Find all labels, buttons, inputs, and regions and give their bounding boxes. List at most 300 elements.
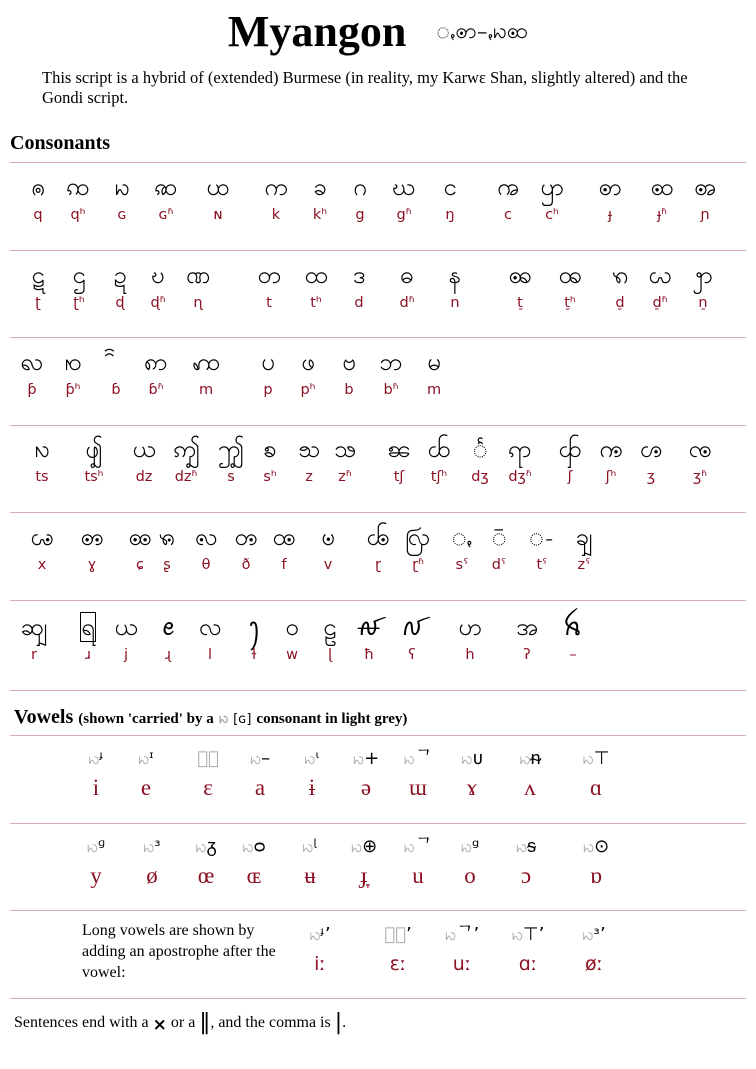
consonant-ipa: ʒ: [646, 469, 656, 485]
vowel-glyph: [76, 746, 116, 772]
consonant-glyph: ꩫ: [611, 261, 629, 289]
consonant-cell: [146, 170, 186, 226]
consonant-cell: [550, 432, 590, 488]
consonant-glyph: ꩻ: [451, 523, 473, 551]
vowels-subtitle-post: consonant in light grey): [256, 711, 408, 727]
consonant-glyph: ꩲ: [191, 348, 221, 376]
consonant-ipa: d̠: [615, 295, 625, 311]
carrier-glyph: ꩢ: [88, 748, 100, 769]
consonant-glyph: ဠ: [323, 613, 337, 641]
consonant-cell: [59, 258, 99, 314]
consonant-ipa: dʱ: [399, 295, 415, 311]
consonant-glyph: ခ: [313, 173, 327, 201]
consonant-ipa: j: [123, 647, 129, 663]
consonant-ipa: ɢ: [117, 207, 127, 223]
vowel-ipa: œ: [197, 863, 215, 888]
consonant-glyph: ꩦ: [598, 173, 622, 201]
vowel-glyph: [292, 746, 332, 772]
vowel-glyph: [186, 834, 226, 860]
consonant-cell: [590, 170, 630, 226]
vowel-ipa: ɛ: [203, 775, 213, 800]
vowel-mark: ᶩ: [313, 836, 318, 857]
consonant-glyph: ယ: [132, 435, 156, 463]
vowel-cell: [188, 746, 228, 804]
consonant-cell: [53, 345, 93, 401]
consonant-glyph: ꧢ: [334, 435, 356, 463]
consonant-glyph: ꩿ: [20, 613, 48, 641]
consonant-ipa: c: [504, 207, 512, 223]
consonant-glyph: ꩶ: [217, 435, 245, 463]
consonant-glyph: ꩱ: [144, 348, 168, 376]
consonant-cell: [264, 520, 304, 576]
consonant-ipa: ħ: [363, 647, 375, 663]
divider: [10, 250, 746, 251]
consonant-cell: [460, 432, 500, 488]
long-vowel-cell: [574, 922, 614, 980]
consonant-cell: [430, 170, 470, 226]
vowel-mark: ᶥ: [315, 748, 320, 769]
vowel-ipa: ɑ: [589, 775, 603, 800]
consonant-cell: [600, 258, 640, 314]
consonant-glyph: ဒ: [352, 261, 366, 289]
divider: [10, 690, 746, 691]
consonant-ipa: ts: [35, 469, 49, 485]
long-vowel-glyph: [378, 922, 418, 948]
divider: [10, 425, 746, 426]
long-vowel-note: Long vowels are shown by adding an apostrophe after the vowel:: [82, 922, 276, 981]
consonant-ipa: ɓʱ: [148, 382, 164, 398]
consonant-ipa: ƥ: [27, 382, 37, 398]
consonant-cell: [550, 258, 590, 314]
vowel-mark: ᶟ: [154, 836, 161, 857]
consonant-glyph: ꫝ: [563, 613, 583, 641]
vowel-mark: ⊙: [594, 836, 610, 857]
consonant-cell: [310, 610, 350, 666]
consonant-glyph: ꩺ: [405, 523, 431, 551]
consonant-ipa: p: [263, 382, 273, 398]
vowel-ipa: ɶ: [246, 863, 262, 888]
consonant-ipa: ɫ: [251, 647, 257, 663]
consonant-cell: [226, 520, 266, 576]
vowel-ipa: ɔ: [520, 863, 532, 888]
consonant-cell: [198, 170, 238, 226]
consonant-cell: [349, 610, 389, 666]
consonant-ipa: q: [33, 207, 43, 223]
consonant-ipa: θ: [201, 557, 211, 573]
consonant-ipa: ʃʰ: [605, 469, 617, 485]
vowel-cell: [76, 746, 116, 804]
vowel-glyph: [576, 746, 616, 772]
vowels-subtitle-pre: (shown 'carried' by a: [78, 711, 214, 727]
consonant-glyph: ꧨ: [558, 435, 582, 463]
consonant-ipa: t̠ʰ: [564, 295, 576, 311]
consonant-glyph: ꧠ: [263, 435, 277, 463]
consonant-glyph: ꩬ: [648, 261, 672, 289]
consonant-cell: [500, 432, 540, 488]
divider: [10, 512, 746, 513]
consonant-cell: [18, 258, 58, 314]
consonant-ipa: cʰ: [545, 207, 559, 223]
carrier-glyph: ꩢ: [582, 924, 594, 945]
consonant-glyph: ꫜ: [400, 613, 424, 641]
consonant-ipa: ɻ: [165, 647, 171, 663]
consonant-glyph: ꩯ: [64, 348, 82, 376]
consonant-cell: [256, 170, 296, 226]
consonant-cell: [507, 610, 547, 666]
consonant-glyph: လ: [198, 613, 222, 641]
long-vowel-glyph: [442, 922, 482, 948]
consonant-cell: [102, 170, 142, 226]
consonant-ipa: tsʰ: [84, 469, 104, 485]
consonant-ipa: sʰ: [263, 469, 277, 485]
consonant-cell: [289, 432, 329, 488]
consonant-cell: [392, 610, 432, 666]
consonant-row-1: [0, 170, 756, 250]
consonant-glyph: ꩤ: [206, 173, 230, 201]
consonant-cell: [249, 258, 289, 314]
consonant-ipa: n: [450, 295, 460, 311]
vowel-glyph: [450, 834, 490, 860]
long-vowel-ipa: ɑː: [518, 953, 538, 975]
consonant-ipa: ɹ: [84, 647, 91, 663]
vowel-mark: ᄀ’: [456, 924, 480, 945]
carrier-glyph: ꩢ: [582, 748, 594, 769]
vowel-cell: [126, 746, 166, 804]
consonant-ipa: dˤ: [491, 557, 507, 573]
vowel-mark: ᄀ: [414, 836, 433, 857]
consonant-ipa: m: [426, 382, 442, 398]
consonant-cell: [532, 170, 572, 226]
consonant-glyph: ꧼ: [272, 523, 296, 551]
consonant-cell: [442, 520, 482, 576]
consonant-ipa: g: [355, 207, 365, 223]
vowel-glyph: [452, 746, 492, 772]
comma-bar-mark: |: [334, 1010, 343, 1035]
consonant-ipa: m: [198, 382, 214, 398]
long-vowel-glyph: [574, 922, 614, 948]
consonant-cell: [248, 345, 288, 401]
consonant-glyph: ထ: [304, 261, 328, 289]
consonant-cell: [186, 345, 226, 401]
consonant-ipa: ɭ: [327, 647, 333, 663]
consonant-glyph: ꧻ: [234, 523, 258, 551]
consonant-ipa: z: [305, 469, 313, 485]
consonant-glyph: ꩨ: [694, 173, 716, 201]
vowel-glyph: [398, 834, 438, 860]
consonant-ipa: f: [281, 557, 287, 573]
consonant-cell: [387, 258, 427, 314]
consonant-cell: [22, 520, 62, 576]
long-vowel-ipa: ɛː: [389, 953, 407, 975]
consonant-cell: [12, 345, 52, 401]
consonant-glyph: ယ: [114, 613, 138, 641]
consonant-glyph: ဋ: [31, 261, 45, 289]
consonant-glyph: ꧥ: [472, 435, 488, 463]
consonant-ipa: dz: [135, 469, 153, 485]
consonant-ipa: b: [344, 382, 354, 398]
consonant-ipa: –: [569, 647, 577, 663]
consonant-glyph: ꧬ: [30, 523, 54, 551]
consonant-ipa: tʃ: [393, 469, 405, 485]
vowel-mark: ᷰ’: [405, 924, 412, 945]
carrier-glyph: ꩢ: [86, 836, 98, 857]
long-vowel-ipa: uː: [452, 953, 472, 975]
vowel-ipa: ɤ: [466, 775, 478, 800]
consonant-cell: [384, 170, 424, 226]
vowel-glyph: [240, 746, 280, 772]
vowel-ipa: ʉ: [304, 863, 316, 888]
vowel-mark: ᵹ: [206, 836, 217, 857]
long-vowel-cell: [300, 922, 340, 980]
consonant-cell: [100, 258, 140, 314]
long-vowel-cell: [378, 922, 418, 980]
long-vowel-ipa: iː: [314, 953, 326, 975]
vowel-row-2: [0, 834, 756, 914]
consonant-cell: [18, 170, 58, 226]
vowel-ipa: y: [90, 863, 102, 888]
consonant-glyph: ꧧ: [508, 435, 532, 463]
consonant-row-5: [0, 520, 756, 600]
consonant-cell: [680, 432, 720, 488]
vowel-mark: ᶡ: [99, 748, 104, 769]
consonant-ipa: ƥʰ: [65, 382, 81, 398]
consonant-glyph: ꩭ: [693, 261, 713, 289]
consonant-glyph: က: [264, 173, 288, 201]
consonant-ipa: ʒʱ: [692, 469, 708, 485]
consonant-cell: [591, 432, 631, 488]
long-vowel-ipa: øː: [584, 953, 604, 975]
consonant-cell: [178, 258, 218, 314]
consonant-ipa: d: [354, 295, 364, 311]
consonant-ipa: ɴ: [213, 207, 223, 223]
consonant-ipa: sˤ: [455, 557, 469, 573]
consonant-ipa: ʈʰ: [73, 295, 85, 311]
carrier-glyph: ꩢ: [350, 836, 363, 857]
intro-paragraph: This script is a hybrid of (extended) Burmese (in reality, my Karwɛ Shan, slightly altered) and the Gondi script.: [42, 68, 688, 107]
consonant-glyph: ꧺ: [194, 523, 218, 551]
vowel-cell: [234, 834, 274, 892]
carrier-glyph: ꩢ: [138, 748, 150, 769]
carrier-glyph: ꩢ: [384, 924, 406, 945]
vowel-ipa: ɒ: [589, 863, 603, 888]
carrier-glyph: ꩢ: [352, 748, 365, 769]
vowels-heading: [14, 706, 407, 731]
consonant-ipa: zʱ: [338, 469, 352, 485]
consonant-ipa: h: [465, 647, 475, 663]
vowel-ipa: ø: [146, 863, 158, 888]
consonant-ipa: k: [271, 207, 281, 223]
consonant-cell: [22, 432, 62, 488]
consonant-glyph: ဖ: [301, 348, 315, 376]
consonant-ipa: v: [323, 557, 333, 573]
vowel-mark: ᴑ: [253, 836, 266, 857]
consonant-glyph: ꫂ: [248, 613, 260, 641]
consonant-glyph: ꧽ: [321, 523, 335, 551]
consonant-glyph: ꧮ: [128, 523, 152, 551]
consonant-glyph: ꩢ: [114, 173, 130, 201]
carrier-glyph: ꩢ: [197, 748, 219, 769]
consonant-glyph: ရ: [81, 613, 95, 641]
consonant-cell: [211, 432, 251, 488]
carrier-glyph: ꩢ: [242, 836, 254, 857]
consonant-ipa: bʱ: [383, 382, 399, 398]
consonant-ipa: ɓ: [111, 382, 121, 398]
consonant-ipa: ɖʱ: [150, 295, 166, 311]
vowel-cell: [510, 746, 550, 804]
consonant-glyph: ꩧ: [650, 173, 674, 201]
footer-text-1: Sentences end with a: [14, 1014, 149, 1031]
carrier-glyph: ꩢ: [309, 924, 321, 945]
consonant-ipa: ɟ: [607, 207, 613, 223]
carrier-glyph: ꩢ: [249, 748, 262, 769]
consonant-cell: [147, 520, 187, 576]
consonant-cell: [371, 345, 411, 401]
consonant-glyph: ဘ: [379, 348, 403, 376]
consonant-ipa: l: [207, 647, 213, 663]
consonant-cell: [522, 520, 562, 576]
divider: [10, 162, 746, 163]
consonant-cell: [419, 432, 459, 488]
vowel-cell: [186, 834, 226, 892]
consonant-ipa: ɟʱ: [657, 207, 667, 223]
carrier-glyph: ꩢ: [461, 748, 473, 769]
consonant-cell: [488, 170, 528, 226]
consonant-glyph: ꧡ: [297, 435, 321, 463]
long-vowel-cell: [442, 922, 482, 980]
consonant-cell: [631, 432, 671, 488]
consonant-glyph: တ: [257, 261, 281, 289]
consonant-glyph: ဍ: [113, 261, 127, 289]
consonant-ipa: ɳ: [193, 295, 203, 311]
vowel-mark: +: [364, 748, 380, 769]
consonant-glyph: ꧪ: [639, 435, 663, 463]
vowel-cell: [450, 834, 490, 892]
consonant-cell: [234, 610, 274, 666]
consonant-glyph: ꩽ: [528, 523, 556, 551]
full-stop-double-bar-mark: ‖: [199, 1010, 211, 1035]
vowel-glyph: [506, 834, 546, 860]
long-vowel-glyph: [300, 922, 340, 948]
consonant-ipa: r: [31, 647, 37, 663]
vowel-cell: [290, 834, 330, 892]
consonant-glyph: ꧯ: [158, 523, 176, 551]
consonant-cell: [358, 520, 398, 576]
vowel-cell: [344, 834, 384, 892]
consonant-glyph: ꩾ: [575, 523, 593, 551]
vowel-glyph: [398, 746, 438, 772]
consonant-ipa: ɣ: [87, 557, 97, 573]
consonant-cell: [296, 258, 336, 314]
consonant-glyph: ꫀ: [161, 613, 175, 641]
consonant-cell: [74, 432, 114, 488]
vowel-glyph: [132, 834, 172, 860]
consonant-ipa: ɲ: [700, 207, 710, 223]
carrier-glyph: ꩢ: [444, 924, 457, 945]
carrier-glyph: ꩢ: [511, 924, 523, 945]
consonant-ipa: t: [266, 295, 272, 311]
vowel-glyph: [290, 834, 330, 860]
consonant-glyph: ၐ: [31, 173, 45, 201]
consonant-cell: [340, 170, 380, 226]
consonant-cell: [300, 170, 340, 226]
vowel-glyph: [126, 746, 166, 772]
consonant-cell: [339, 258, 379, 314]
consonant-cell: [435, 258, 475, 314]
vowel-mark: ᶡ’: [320, 924, 331, 945]
vowel-cell: [576, 746, 616, 804]
punctuation-note: [14, 1012, 346, 1036]
consonant-glyph: ဃ: [392, 173, 416, 201]
consonant-cell: [288, 345, 328, 401]
consonant-cell: [500, 258, 540, 314]
vowel-cell: [398, 746, 438, 804]
carrier-glyph: ꩢ: [218, 711, 229, 727]
consonant-glyph: ꩪ: [558, 261, 582, 289]
consonant-ipa: n̠: [698, 295, 708, 311]
consonant-cell: [186, 520, 226, 576]
consonant-glyph: န: [448, 261, 462, 289]
divider: [10, 735, 746, 736]
consonant-cell: [124, 432, 164, 488]
vowel-mark: ᶟ’: [593, 924, 606, 945]
consonant-ipa: kʰ: [312, 207, 328, 223]
vowel-row-1: [0, 746, 756, 826]
consonant-ipa: gʱ: [396, 207, 412, 223]
title-in-script: ꩻꩦ-ꩻꩢꩧ: [436, 19, 529, 44]
consonant-cell: [564, 520, 604, 576]
consonant-ipa: ʃ: [567, 469, 573, 485]
consonant-ipa: ʕ: [408, 647, 416, 663]
consonant-glyph: ꩴ: [85, 435, 103, 463]
vowel-ipa: a: [254, 775, 266, 800]
long-vowel-glyph: [508, 922, 548, 948]
consonant-glyph: ဓ: [400, 261, 414, 289]
consonant-cell: [685, 170, 725, 226]
divider: [10, 600, 746, 601]
vowel-mark: ⊤: [593, 748, 610, 769]
vowel-mark: ⊕: [362, 836, 378, 857]
consonant-cell: [14, 610, 54, 666]
consonant-cell: [479, 520, 519, 576]
consonant-cell: [138, 258, 178, 314]
consonant-glyph: ꩠ: [497, 173, 519, 201]
carrier-glyph: ꩢ: [304, 748, 316, 769]
vowel-cell: [506, 834, 546, 892]
consonant-glyph: ꧭ: [80, 523, 104, 551]
consonant-cell: [166, 432, 206, 488]
full-stop-cross-mark: ×: [152, 1015, 167, 1035]
consonant-glyph: ꧤ: [427, 435, 451, 463]
consonant-cell: [642, 170, 682, 226]
consonant-glyph: ꩵ: [172, 435, 200, 463]
consonant-ipa: tʰ: [310, 295, 322, 311]
vowel-cell: [398, 834, 438, 892]
consonant-cell: [329, 345, 369, 401]
consonant-cell: [553, 610, 593, 666]
consonant-ipa: ð: [241, 557, 251, 573]
vowel-mark: ᄀ: [414, 748, 433, 769]
consonant-glyph: မ: [427, 348, 441, 376]
long-vowel-cell: [508, 922, 548, 980]
consonant-ipa: ɖ: [115, 295, 125, 311]
consonant-glyph: ဗ: [342, 348, 356, 376]
consonant-cell: [272, 610, 312, 666]
consonant-glyph: ꫛ: [356, 613, 382, 641]
consonant-cell: [136, 345, 176, 401]
consonant-glyph: [96, 345, 136, 379]
consonant-ipa: ʂ: [163, 557, 171, 573]
vowel-ipa: ɟ̞: [360, 863, 368, 888]
